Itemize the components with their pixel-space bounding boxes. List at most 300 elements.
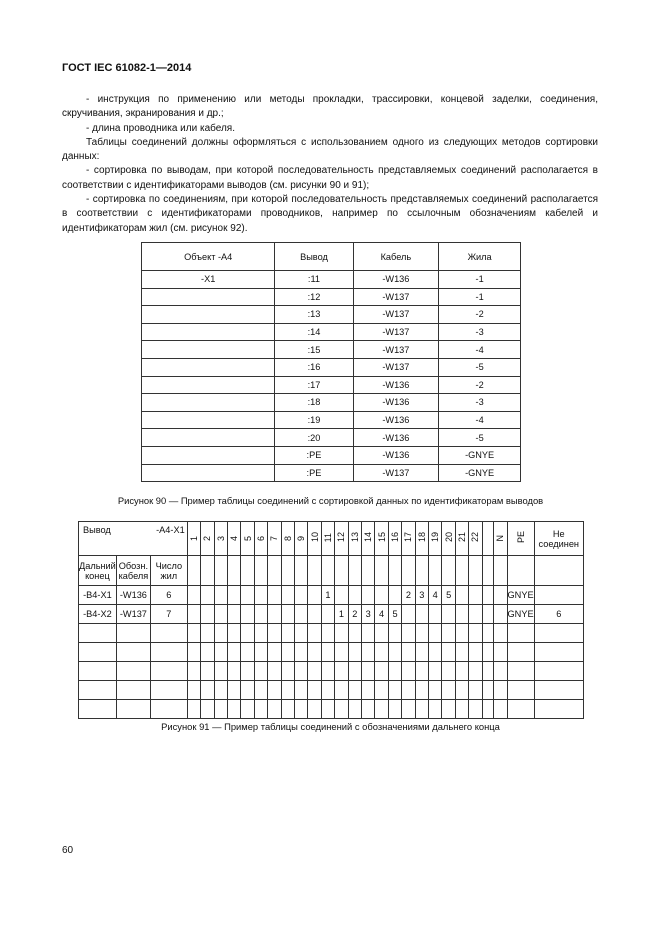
table-cell [150,643,187,662]
table-cell: 6 [534,605,583,624]
column-label: 10 [309,532,320,543]
table-cell [241,556,254,586]
corner-right-label: -А4-X1 [156,525,185,535]
table-cell [402,605,415,624]
column-header [214,522,227,556]
table-cell [142,429,275,447]
table-cell: -W137 [353,323,439,341]
table-cell: -GNYE [439,446,521,464]
table-cell [281,586,294,605]
table-cell [388,556,401,586]
table-cell [308,643,321,662]
table-cell: -B4-X1 [79,586,117,605]
table-cell [241,586,254,605]
table-cell [241,605,254,624]
table-cell [442,662,455,681]
table-cell [201,662,214,681]
sub-header: Обозн. кабеля [116,556,150,586]
column-header [254,522,267,556]
table-cell [142,376,275,394]
table-cell [79,681,117,700]
table-cell [494,556,507,586]
table-cell [116,643,150,662]
column-header [268,522,281,556]
column-header [429,522,442,556]
column-label: 1 [188,536,199,542]
table-cell: -W136 [353,446,439,464]
table-cell [254,662,267,681]
table-cell [402,700,415,719]
table-cell [455,605,468,624]
table-cell: -B4-X2 [79,605,117,624]
table-cell [482,662,493,681]
table-cell [150,662,187,681]
table-cell [494,643,507,662]
table-cell [469,643,482,662]
sub-header: Число жил [150,556,187,586]
column-label: 13 [349,532,360,543]
table-cell [348,643,361,662]
table-cell [227,662,240,681]
table-cell [455,643,468,662]
table-cell [294,605,307,624]
table-cell: :14 [275,323,353,341]
table-cell: 1 [321,586,334,605]
table-row [142,288,521,306]
table-cell [455,556,468,586]
table-cell: :18 [275,394,353,412]
table-cell [281,624,294,643]
table-cell [482,586,493,605]
table-cell [308,605,321,624]
sub-header: Дальний конец [79,556,117,586]
column-header: Объект -А4 [142,243,275,271]
table-cell: 2 [402,586,415,605]
table-row [142,271,521,289]
table-cell [469,662,482,681]
table-cell [142,411,275,429]
table-cell [362,700,375,719]
table-cell: -5 [439,429,521,447]
table-cell: :15 [275,341,353,359]
table-row [142,306,521,324]
table-cell [241,700,254,719]
figure-91-caption: Рисунок 91 — Пример таблицы соединений с обозначениями дальнего конца [161,721,500,732]
table-cell [214,700,227,719]
table-cell [214,586,227,605]
table-cell: :PE [275,464,353,482]
table-cell [335,662,348,681]
column-label: PE [515,531,526,544]
column-header [455,522,468,556]
column-header [348,522,361,556]
table-cell: -W136 [353,271,439,289]
column-header [482,522,493,556]
body-text [62,93,598,236]
table-cell: :20 [275,429,353,447]
table-cell [335,681,348,700]
table-row [79,556,584,586]
table-cell: GNYE [507,586,534,605]
column-label: 14 [363,532,374,543]
table-cell [268,643,281,662]
table-cell [388,643,401,662]
table-cell [268,624,281,643]
table-cell: -1 [439,288,521,306]
table-cell [482,624,493,643]
table-cell [442,605,455,624]
table-cell: :16 [275,358,353,376]
table-cell [227,681,240,700]
table-cell [362,662,375,681]
table-cell [375,700,388,719]
column-label: 11 [322,532,333,543]
table-cell [455,681,468,700]
table-cell [482,643,493,662]
table-cell: -3 [439,323,521,341]
table-cell [268,556,281,586]
table-cell [187,681,200,700]
table-cell [482,700,493,719]
column-label: 16 [390,532,401,543]
table-cell [254,700,267,719]
column-label: 2 [202,536,213,542]
table-cell [150,700,187,719]
table-cell [227,556,240,586]
table-cell [201,586,214,605]
table-cell [335,700,348,719]
table-cell [142,394,275,412]
table-cell [321,681,334,700]
column-label: 19 [430,532,441,543]
table-cell [375,586,388,605]
column-header [227,522,240,556]
table-cell: 3 [415,586,428,605]
table-cell [388,624,401,643]
column-label: 6 [255,536,266,542]
table-cell [507,556,534,586]
table-cell [214,605,227,624]
table-cell [201,605,214,624]
column-header [362,522,375,556]
table-cell [415,681,428,700]
table-cell [402,662,415,681]
table-cell [455,662,468,681]
table-cell [187,586,200,605]
table-cell: -W136 [353,376,439,394]
table-cell [507,624,534,643]
column-header: Кабель [353,243,439,271]
column-header: Вывод [275,243,353,271]
table-cell [388,681,401,700]
connection-table-by-terminals [141,242,521,482]
table-cell [201,700,214,719]
table-row [142,341,521,359]
table-cell [268,681,281,700]
table-cell: :19 [275,411,353,429]
table-cell: -2 [439,376,521,394]
table-cell: :17 [275,376,353,394]
table-cell [507,662,534,681]
column-header [281,522,294,556]
table-cell: -W137 [353,358,439,376]
table-cell [116,624,150,643]
table-cell [429,556,442,586]
table-cell [415,556,428,586]
table-row [79,700,584,719]
table-cell [494,624,507,643]
table-cell [534,700,583,719]
table-cell [494,700,507,719]
table-cell [241,681,254,700]
table-cell [214,681,227,700]
table-cell [534,681,583,700]
table-cell: -W137 [353,341,439,359]
table-cell [281,700,294,719]
table-cell: -W137 [116,605,150,624]
table-cell: 5 [442,586,455,605]
table-row [142,464,521,482]
table-cell: 1 [335,605,348,624]
table-cell: 3 [362,605,375,624]
table-cell: 4 [429,586,442,605]
table-cell: 4 [375,605,388,624]
table-cell [187,662,200,681]
table-cell [227,700,240,719]
table-cell [469,624,482,643]
table-cell [362,624,375,643]
column-header [402,522,415,556]
table-row [79,522,584,556]
table-cell: :12 [275,288,353,306]
table-cell [201,681,214,700]
table-cell [321,624,334,643]
table-cell [469,556,482,586]
table-cell [335,643,348,662]
table-cell [375,662,388,681]
table-cell: :13 [275,306,353,324]
column-header [241,522,254,556]
table-cell [187,605,200,624]
table-cell [375,681,388,700]
table-cell [187,700,200,719]
column-label: 9 [296,536,307,542]
table-cell: -W136 [353,394,439,412]
table-cell [335,624,348,643]
table-cell [201,556,214,586]
table-cell [415,643,428,662]
table-cell [308,556,321,586]
table-cell [281,605,294,624]
table-cell: -4 [439,411,521,429]
table-cell [321,662,334,681]
column-header [375,522,388,556]
table-cell: -W136 [353,429,439,447]
table-cell: :PE [275,446,353,464]
paragraph: - сортировка по выводам, при которой последовательность представляемых соединений располагается в соответствии с идентификаторами выводов (см. рисунки 90 и 91); [62,165,598,191]
table-cell [482,556,493,586]
table-cell [402,624,415,643]
table-cell [142,446,275,464]
table-cell [494,662,507,681]
table-cell [254,624,267,643]
table-cell [442,643,455,662]
page-number: 60 [62,845,74,856]
table-cell [201,624,214,643]
table-cell [79,662,117,681]
table-cell [494,605,507,624]
table-cell [375,556,388,586]
table-cell: -5 [439,358,521,376]
table-cell [348,662,361,681]
table-cell: -W137 [353,464,439,482]
column-label: 4 [229,536,240,542]
table-cell [507,700,534,719]
table-cell [429,662,442,681]
table-cell [321,556,334,586]
column-header [201,522,214,556]
table-cell: GNYE [507,605,534,624]
table-cell: -X1 [142,271,275,289]
table-cell [294,643,307,662]
table-cell [415,624,428,643]
table-cell [142,323,275,341]
table-row [79,643,584,662]
table-cell [142,358,275,376]
table-cell [116,662,150,681]
table-cell [375,643,388,662]
document-header: ГОСТ IEC 61082-1—2014 [62,62,192,74]
column-header: Жила [439,243,521,271]
table-cell [268,586,281,605]
table-cell [294,681,307,700]
table-cell [469,700,482,719]
table-cell [79,643,117,662]
table-cell [455,624,468,643]
table-row [142,446,521,464]
table-row [142,323,521,341]
table-cell [254,681,267,700]
table-cell [241,643,254,662]
column-header [335,522,348,556]
column-label: 15 [376,532,387,543]
table-cell [429,681,442,700]
table-cell: -GNYE [439,464,521,482]
table-cell [534,586,583,605]
table-cell [281,556,294,586]
table-cell [534,643,583,662]
table-cell [268,700,281,719]
table-cell [429,643,442,662]
table-cell [482,681,493,700]
table-cell [308,681,321,700]
table-cell [308,624,321,643]
table-cell [241,624,254,643]
column-header [308,522,321,556]
table-cell [348,624,361,643]
table-cell [268,605,281,624]
table-cell [534,624,583,643]
table-cell [187,556,200,586]
table-cell [348,586,361,605]
column-label: 21 [457,532,468,543]
table-cell [442,556,455,586]
table-cell [254,643,267,662]
table-cell [388,662,401,681]
table-cell [308,586,321,605]
corner-left-label: Вывод [83,525,111,535]
paragraph: - сортировка по соединениям, при которой последовательность представляемых соединений располагается в соответствии с идентификаторами проводников, например по ссылочным обозначениям кабелей и идентификаторам жил (см. рисунок 92). [62,194,598,234]
table-cell [442,624,455,643]
column-label: 20 [443,532,454,543]
table-cell [294,662,307,681]
table-row [142,411,521,429]
table-cell [227,624,240,643]
table-cell [150,681,187,700]
paragraph: - инструкция по применению или методы прокладки, трассировки, концевой заделки, соединения, скручивания, экранирования и др.; [62,94,598,120]
table-cell: 5 [388,605,401,624]
table-row [142,358,521,376]
table-cell [507,643,534,662]
table-cell: -W137 [353,306,439,324]
table-row [142,429,521,447]
connection-table-far-end [78,521,584,719]
table-cell [402,643,415,662]
table-cell [281,681,294,700]
table-row [79,624,584,643]
table-cell [268,662,281,681]
table-cell [455,700,468,719]
table-cell [362,556,375,586]
table-cell [321,700,334,719]
table-cell [469,586,482,605]
column-header [388,522,401,556]
table-cell [150,624,187,643]
table-cell [79,624,117,643]
table-cell [534,662,583,681]
table-row [142,394,521,412]
table-cell [534,556,583,586]
table-cell [494,586,507,605]
table-cell [375,624,388,643]
table-cell [348,556,361,586]
table-cell [402,556,415,586]
table-cell [321,605,334,624]
column-header [494,522,507,556]
column-label: 22 [470,532,481,543]
table-cell [415,700,428,719]
column-label: 3 [215,536,226,542]
column-header [321,522,334,556]
table-cell [214,643,227,662]
table-cell: 6 [150,586,187,605]
table-cell [294,700,307,719]
table-cell [335,556,348,586]
table-cell [241,662,254,681]
table-cell [281,662,294,681]
table-cell [142,464,275,482]
column-label: 18 [416,532,427,543]
table-cell [294,624,307,643]
column-header [187,522,200,556]
table-cell [429,624,442,643]
column-label: 7 [269,536,280,542]
table-cell: -W137 [353,288,439,306]
table-cell: :11 [275,271,353,289]
table-cell [142,341,275,359]
column-header [415,522,428,556]
table-cell [482,605,493,624]
